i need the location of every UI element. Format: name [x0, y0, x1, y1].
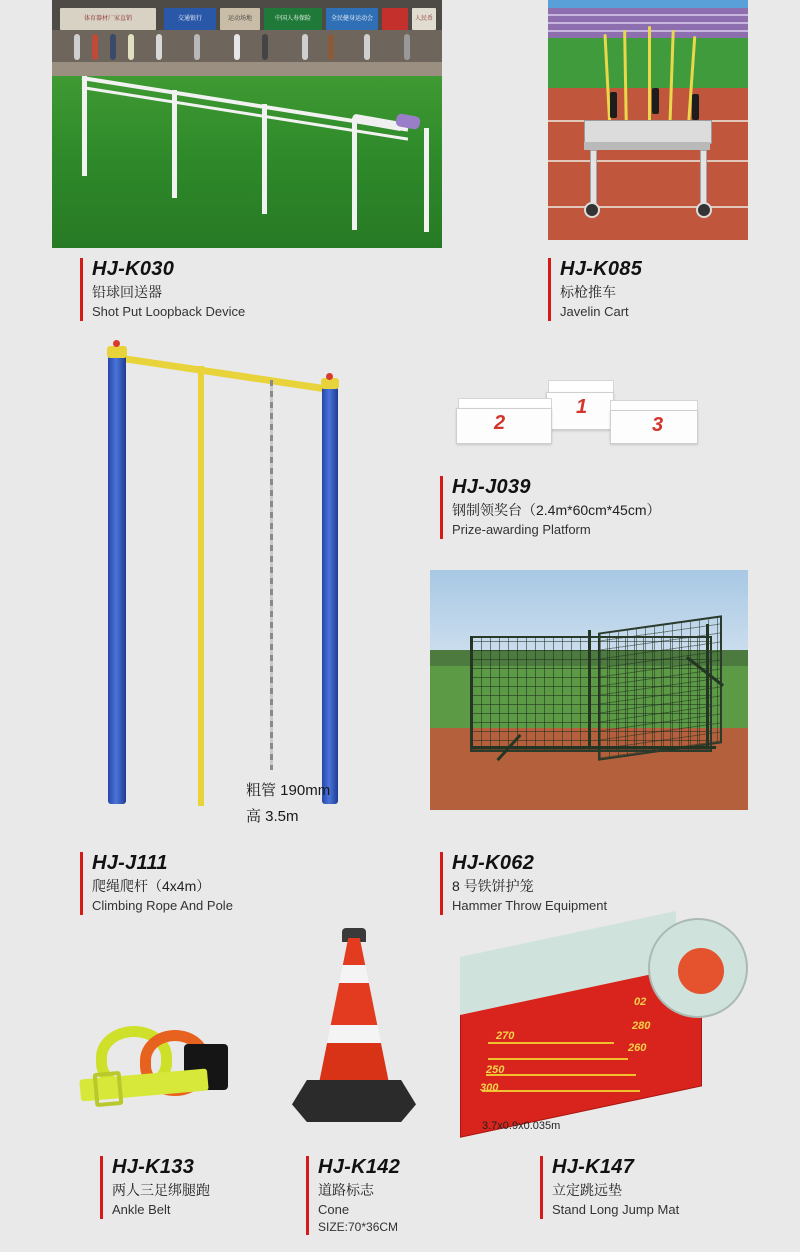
product-image-hj-j039	[440, 372, 710, 468]
product-code: HJ-J039	[452, 476, 531, 498]
product-code: HJ-J111	[92, 852, 168, 874]
product-name-cn: 道路标志	[318, 1182, 374, 1198]
product-code: HJ-K062	[452, 852, 535, 874]
product-name-en: Prize-awarding Platform	[452, 522, 591, 537]
mat-number-270: 270	[496, 1030, 515, 1042]
product-name-cn: 两人三足绑腿跑	[112, 1182, 210, 1198]
spec-line-1: 粗管 190mm	[246, 782, 331, 799]
product-image-hj-k062	[430, 570, 748, 810]
product-name-cn: 标枪推车	[560, 284, 616, 300]
podium-number-1: 1	[576, 396, 588, 418]
product-image-hj-k085	[548, 0, 748, 240]
product-name-cn: 8 号铁饼护笼	[452, 878, 534, 894]
caption-hj-k062	[440, 852, 607, 915]
product-name-cn: 钢制领奖台（2.4m*60cm*45cm）	[452, 502, 661, 518]
spec-line-2: 高 3.5m	[246, 808, 299, 825]
product-image-hj-k133	[78, 1020, 258, 1130]
product-name-en: Stand Long Jump Mat	[552, 1202, 680, 1217]
product-image-hj-k030: 体育器材厂家直销 交通银行 运动场地 中国人寿保险 全民健身运动会 人民币	[52, 0, 442, 248]
product-name-en: Ankle Belt	[112, 1202, 171, 1217]
caption-hj-j039	[440, 476, 661, 539]
product-code: HJ-K147	[552, 1156, 635, 1178]
product-name-en: Javelin Cart	[560, 304, 629, 319]
product-code: HJ-K085	[560, 258, 643, 280]
mat-number-02: 02	[634, 996, 647, 1008]
podium-number-2: 2	[494, 412, 506, 434]
caption-hj-j111	[80, 852, 233, 915]
mat-number-300: 300	[480, 1082, 499, 1094]
product-name-en: Hammer Throw Equipment	[452, 898, 608, 913]
product-name-en: Cone	[318, 1202, 350, 1217]
product-name-en: Climbing Rope And Pole	[92, 898, 233, 913]
caption-hj-k085	[548, 258, 642, 321]
caption-hj-k142	[306, 1156, 400, 1235]
caption-hj-k030	[80, 258, 245, 321]
podium-number-3: 3	[652, 414, 664, 436]
product-image-hj-k142	[290, 928, 420, 1128]
product-name-cn: 爬绳爬杆（4x4m）	[92, 878, 211, 894]
product-name-en: Shot Put Loopback Device	[92, 304, 246, 319]
product-image-hj-j111	[80, 336, 380, 825]
product-name-cn: 立定跳远垫	[552, 1182, 622, 1198]
caption-hj-k147	[540, 1156, 679, 1219]
caption-hj-k133	[100, 1156, 210, 1219]
mat-dimension-label: 3.7x0.9x0.035m	[482, 1120, 561, 1132]
mat-number-280: 280	[632, 1020, 651, 1032]
spec-text	[246, 778, 330, 830]
mat-number-250: 250	[486, 1064, 505, 1076]
mat-number-260: 260	[628, 1042, 647, 1054]
product-image-hj-k147	[452, 924, 752, 1134]
product-code: HJ-K133	[112, 1156, 195, 1178]
product-name-cn: 铅球回送器	[92, 284, 162, 300]
product-size: SIZE:70*36CM	[318, 1220, 399, 1234]
product-code: HJ-K030	[92, 258, 175, 280]
product-code: HJ-K142	[318, 1156, 401, 1178]
